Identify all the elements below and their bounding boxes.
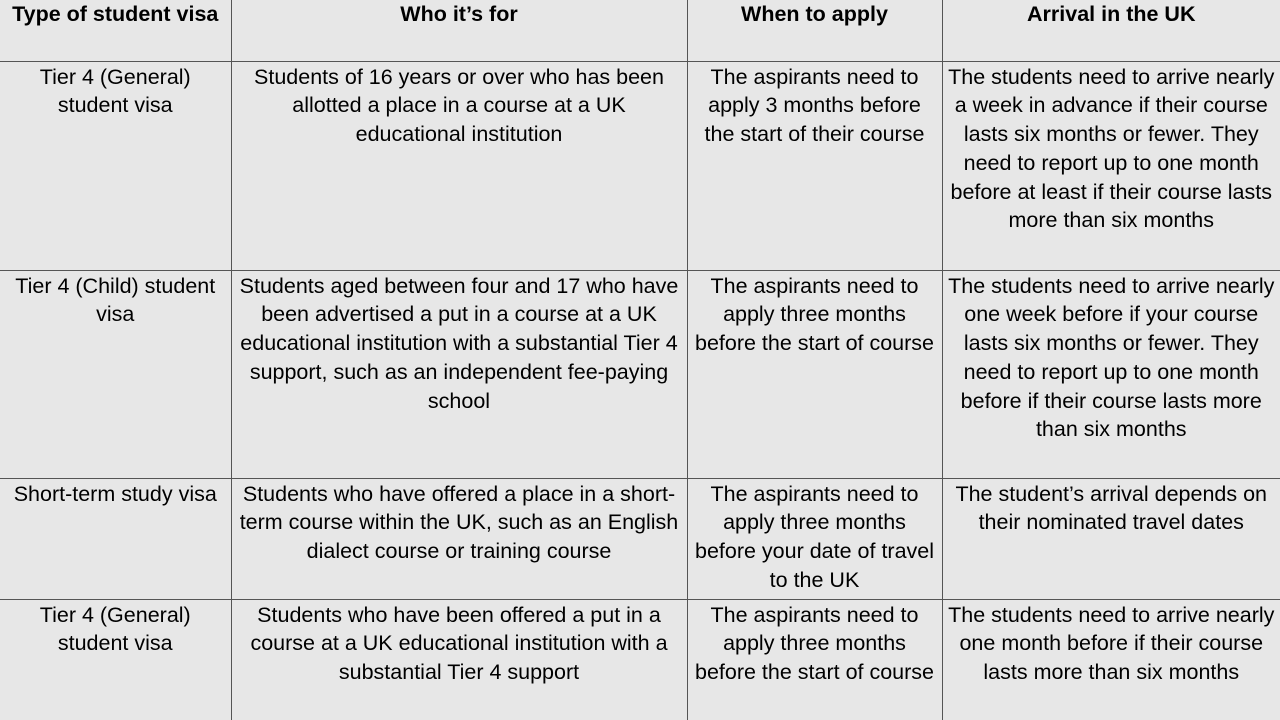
cell-arrival: The students need to arrive nearly one month before if their course lasts more than six months bbox=[942, 599, 1280, 720]
cell-visa-type: Tier 4 (General) student visa bbox=[0, 61, 231, 270]
cell-who-its-for: Students who have been offered a put in a course at a UK educational institution with a substantial Tier 4 support bbox=[231, 599, 687, 720]
cell-arrival: The students need to arrive nearly a week in advance if their course lasts six months or fewer. They need to report up to one month before at least if their course lasts more than six months bbox=[942, 61, 1280, 270]
cell-when-to-apply: The aspirants need to apply three months before your date of travel to the UK bbox=[687, 478, 942, 599]
header-arrival: Arrival in the UK bbox=[942, 0, 1280, 61]
cell-who-its-for: Students who have offered a place in a short-term course within the UK, such as an English dialect course or training course bbox=[231, 478, 687, 599]
cell-visa-type: Tier 4 (Child) student visa bbox=[0, 270, 231, 478]
table-row bbox=[0, 599, 1280, 720]
cell-arrival: The students need to arrive nearly one week before if your course lasts six months or fewer. They need to report up to one month before if their course lasts more than six months bbox=[942, 270, 1280, 478]
header-when-to-apply: When to apply bbox=[687, 0, 942, 61]
cell-when-to-apply: The aspirants need to apply 3 months before the start of their course bbox=[687, 61, 942, 270]
cell-visa-type: Short-term study visa bbox=[0, 478, 231, 599]
cell-arrival: The student’s arrival depends on their nominated travel dates bbox=[942, 478, 1280, 599]
cell-who-its-for: Students aged between four and 17 who have been advertised a put in a course at a UK educational institution with a substantial Tier 4 support, such as an independent fee-paying school bbox=[231, 270, 687, 478]
cell-visa-type: Tier 4 (General) student visa bbox=[0, 599, 231, 720]
header-who-its-for: Who it’s for bbox=[231, 0, 687, 61]
table-row bbox=[0, 61, 1280, 270]
header-visa-type: Type of student visa bbox=[0, 0, 231, 61]
table-row bbox=[0, 478, 1280, 599]
table-row bbox=[0, 270, 1280, 478]
cell-when-to-apply: The aspirants need to apply three months before the start of course bbox=[687, 270, 942, 478]
cell-when-to-apply: The aspirants need to apply three months before the start of course bbox=[687, 599, 942, 720]
table-header-row bbox=[0, 0, 1280, 61]
cell-who-its-for: Students of 16 years or over who has been allotted a place in a course at a UK educational institution bbox=[231, 61, 687, 270]
